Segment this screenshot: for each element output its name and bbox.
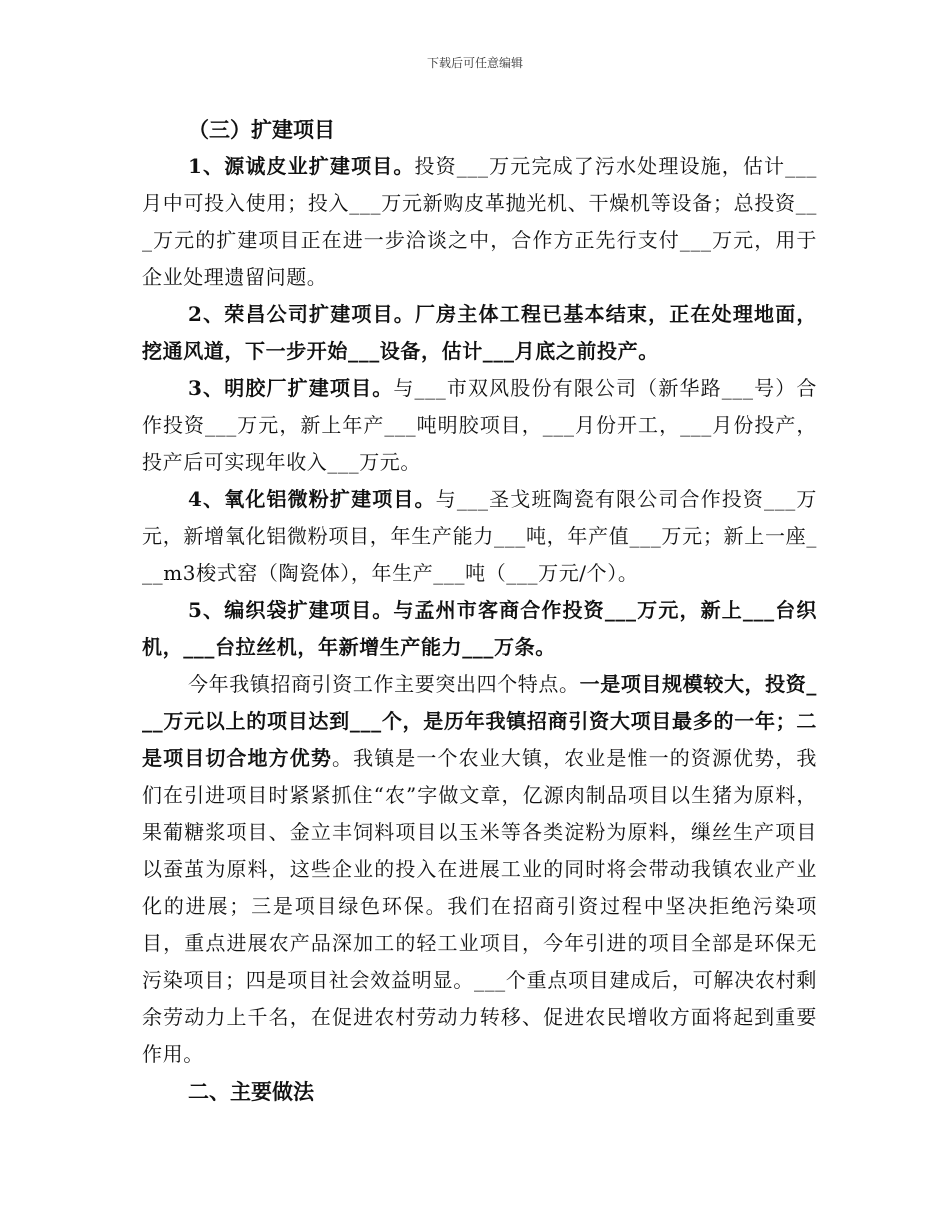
paragraph-four-features xyxy=(142,666,817,1073)
section-heading-expansion-projects: （三）扩建项目 xyxy=(188,117,335,142)
paragraph-yuancheng-leather xyxy=(142,148,817,296)
document-body xyxy=(142,111,817,1110)
paragraph-lead: 1、源诚皮业扩建项目。 xyxy=(188,154,415,178)
paragraph-lead: 3、明胶厂扩建项目。 xyxy=(188,376,394,400)
paragraph-woven-bag: 5、编织袋扩建项目。与孟州市客商合作投资___万元，新上___台织机，___台拉丝机，年新增生产能力___万条。 xyxy=(142,598,817,659)
paragraph-text: 。我镇是一个农业大镇，农业是惟一的资源优势，我们在引进项目时紧紧抓住“农”字做文章，亿源肉制品项目以生猪为原料，果葡糖浆项目、金立丰饲料项目以玉米等各类淀粉为原料，缫丝生产项目以蚕茧为原料，这些企业的投入在进展工业的同时将会带动我镇农业产业化的进展；三是项目绿色环保。我们在招商引资过程中坚决拒绝污染项目，重点进展农产品深加工的轻工业项目，今年引进的项目全部是环保无污染项目；四是项目社会效益明显。___个重点项目建成后，可解决农村剩余劳动力上千名，在促进农村劳动力转移、促进农民增收方面将起到重要作用。 xyxy=(142,746,817,1066)
paragraph-gelatin-factory xyxy=(142,370,817,481)
page-header: 下载后可任意编辑 xyxy=(426,56,523,70)
section-heading-main-practices: 二、主要做法 xyxy=(188,1079,314,1104)
paragraph-text: 与___圣戈班陶瓷有限公司合作投资___万元，新增氧化铝微粉项目，年生产能力___吨，年产值___万元；新上一座___m3梭式窑（陶瓷体），年生产___吨（___万元/个）。 xyxy=(142,487,817,585)
paragraph-text: 与___市双风股份有限公司（新华路___号）合作投资___万元，新上年产___吨明胶项目，___月份开工，___月份投产，投产后可实现年收入___万元。 xyxy=(142,376,817,474)
paragraph-rongchang-company: 2、荣昌公司扩建项目。厂房主体工程已基本结束，正在处理地面，挖通风道，下一步开始___设备，估计___月底之前投产。 xyxy=(142,302,817,363)
paragraph-lead: 4、氧化铝微粉扩建项目。 xyxy=(188,487,436,511)
paragraph-alumina-powder xyxy=(142,481,817,592)
paragraph-text: 今年我镇招商引资工作主要突出四个特点。 xyxy=(188,672,580,696)
paragraph-emphasis: 一是项目规模较大，投资___万元以上的项目达到___个，是历年我镇招商引资大项目最多的一年；二是项目切合地方优势 xyxy=(142,672,817,770)
paragraph-text: 投资___万元完成了污水处理设施，估计___月中可投入使用；投入___万元新购皮革抛光机、干燥机等设备；总投资___万元的扩建项目正在进一步洽谈之中，合作方正先行支付___万元，用于企业处理遗留问题。 xyxy=(142,154,817,289)
